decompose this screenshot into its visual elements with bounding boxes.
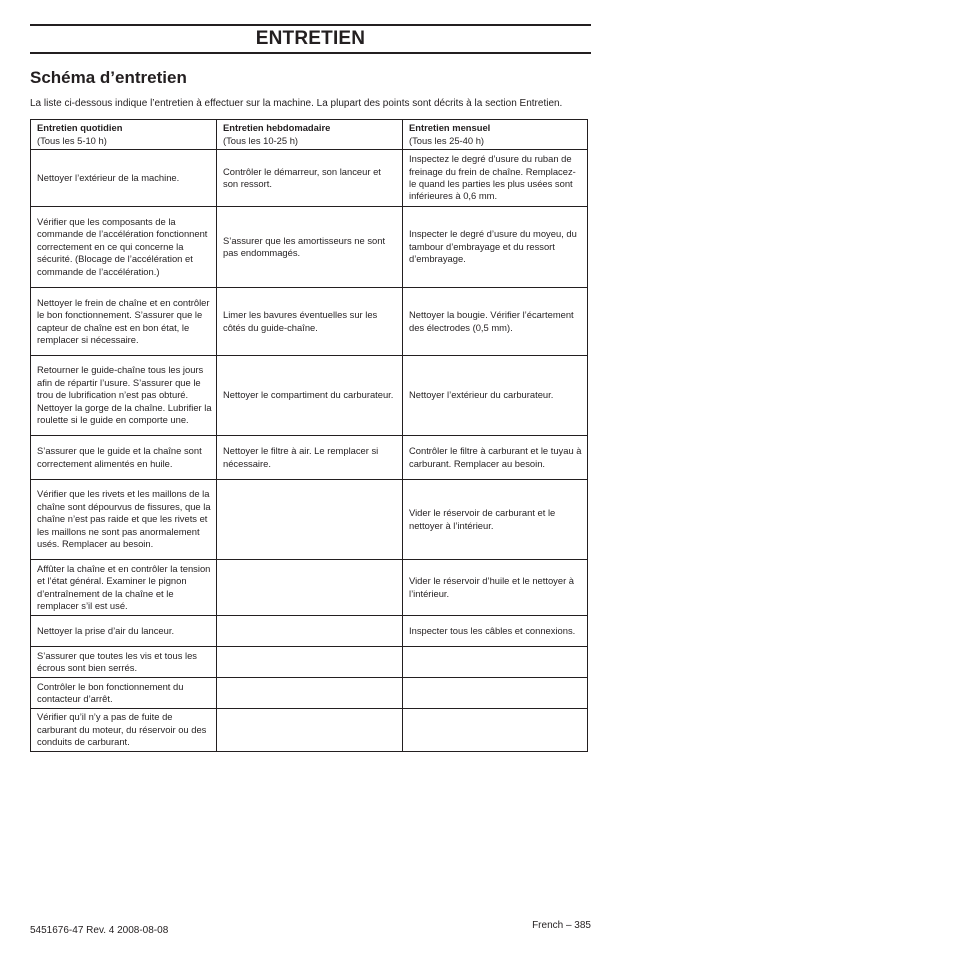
table-row xyxy=(31,678,588,709)
table-row xyxy=(31,288,588,356)
column-title: Entretien mensuel xyxy=(409,122,491,134)
table-row xyxy=(31,647,588,678)
chapter-title: ENTRETIEN xyxy=(255,28,366,49)
column-header-daily xyxy=(31,120,217,150)
column-subtitle: (Tous les 10-25 h) xyxy=(223,134,299,146)
table-cell-monthly: Vider le réservoir de carburant et le nettoyer à l’intérieur. xyxy=(403,480,588,560)
column-subtitle: (Tous les 5-10 h) xyxy=(37,134,107,146)
table-cell-daily: Nettoyer l’extérieur de la machine. xyxy=(31,150,217,207)
table-cell-weekly xyxy=(217,647,403,678)
table-row xyxy=(31,480,588,560)
table-row xyxy=(31,560,588,616)
table-cell-weekly: S’assurer que les amortisseurs ne sont pas endommagés. xyxy=(217,207,403,288)
table-cell-weekly xyxy=(217,709,403,752)
page-number: French – 385 xyxy=(532,920,591,931)
maintenance-schedule-table xyxy=(30,119,588,752)
table-cell-daily: Nettoyer le frein de chaîne et en contrôler le bon fonctionnement. S’assurer que le capteur de chaîne est en bon état, le remplacer si nécessaire. xyxy=(31,288,217,356)
table-cell-monthly: Inspecter le degré d’usure du moyeu, du tambour d’embrayage et du ressort d’embrayage. xyxy=(403,207,588,288)
table-cell-daily: Nettoyer la prise d’air du lanceur. xyxy=(31,616,217,647)
column-title: Entretien hebdomadaire xyxy=(223,122,331,134)
column-subtitle: (Tous les 25-40 h) xyxy=(409,134,485,146)
table-cell-monthly: Inspecter tous les câbles et connexions. xyxy=(403,616,588,647)
table-row xyxy=(31,356,588,436)
table-cell-monthly: Nettoyer l’extérieur du carburateur. xyxy=(403,356,588,436)
table-cell-monthly: Nettoyer la bougie. Vérifier l’écartement des électrodes (0,5 mm). xyxy=(403,288,588,356)
table-cell-weekly xyxy=(217,560,403,616)
table-cell-daily: S’assurer que toutes les vis et tous les écrous sont bien serrés. xyxy=(31,647,217,678)
table-cell-monthly xyxy=(403,678,588,709)
table-header-row xyxy=(31,120,588,150)
table-cell-daily: Retourner le guide-chaîne tous les jours afin de répartir l’usure. S’assurer que le trou de lubrification n’est pas obturé. Nettoyer la gorge de la chaîne. Lubrifier la roulette si le guide en comporte une. xyxy=(31,356,217,436)
table-cell-weekly: Contrôler le démarreur, son lanceur et son ressort. xyxy=(217,150,403,207)
table-cell-daily: Affûter la chaîne et en contrôler la tension et l’état général. Examiner le pignon d’entraînement de la chaîne et le remplacer s’il est usé. xyxy=(31,560,217,616)
table-row xyxy=(31,616,588,647)
table-cell-weekly xyxy=(217,616,403,647)
table-cell-weekly xyxy=(217,480,403,560)
table-cell-monthly: Contrôler le filtre à carburant et le tuyau à carburant. Remplacer au besoin. xyxy=(403,436,588,480)
column-header-weekly xyxy=(217,120,403,150)
table-cell-weekly: Limer les bavures éventuelles sur les côtés du guide-chaîne. xyxy=(217,288,403,356)
chapter-header xyxy=(30,24,591,54)
table-cell-daily: Contrôler le bon fonctionnement du contacteur d’arrêt. xyxy=(31,678,217,709)
table-cell-weekly xyxy=(217,678,403,709)
document-reference: 5451676-47 Rev. 4 2008-08-08 xyxy=(30,925,169,936)
table-cell-weekly: Nettoyer le compartiment du carburateur. xyxy=(217,356,403,436)
table-cell-daily: S’assurer que le guide et la chaîne sont correctement alimentés en huile. xyxy=(31,436,217,480)
table-cell-monthly: Inspectez le degré d’usure du ruban de freinage du frein de chaîne. Remplacez-le quand les parties les plus usées sont inférieures à 0,6 mm. xyxy=(403,150,588,207)
table-cell-daily: Vérifier que les composants de la commande de l’accélération fonctionnent correctement en ce qui concerne la sécurité. (Blocage de l’accélération et commande de l’accélération.) xyxy=(31,207,217,288)
column-header-monthly xyxy=(403,120,588,150)
table-row xyxy=(31,436,588,480)
intro-text: La liste ci-dessous indique l’entretien à effectuer sur la machine. La plupart des points sont décrits à la section Entretien. xyxy=(30,98,563,109)
table-cell-monthly xyxy=(403,647,588,678)
table-cell-monthly: Vider le réservoir d’huile et le nettoyer à l’intérieur. xyxy=(403,560,588,616)
section-title: Schéma d’entretien xyxy=(30,68,187,87)
table-cell-monthly xyxy=(403,709,588,752)
table-row xyxy=(31,150,588,207)
table-cell-daily: Vérifier que les rivets et les maillons de la chaîne sont dépourvus de fissures, que la chaîne n’est pas raide et que les rivets et les maillons ne sont pas anormalement usés. Remplacer au besoin. xyxy=(31,480,217,560)
table-row xyxy=(31,709,588,752)
table-cell-daily: Vérifier qu’il n’y a pas de fuite de carburant du moteur, du réservoir ou des conduits de carburant. xyxy=(31,709,217,752)
table-cell-weekly: Nettoyer le filtre à air. Le remplacer si nécessaire. xyxy=(217,436,403,480)
table-row xyxy=(31,207,588,288)
column-title: Entretien quotidien xyxy=(37,122,123,134)
